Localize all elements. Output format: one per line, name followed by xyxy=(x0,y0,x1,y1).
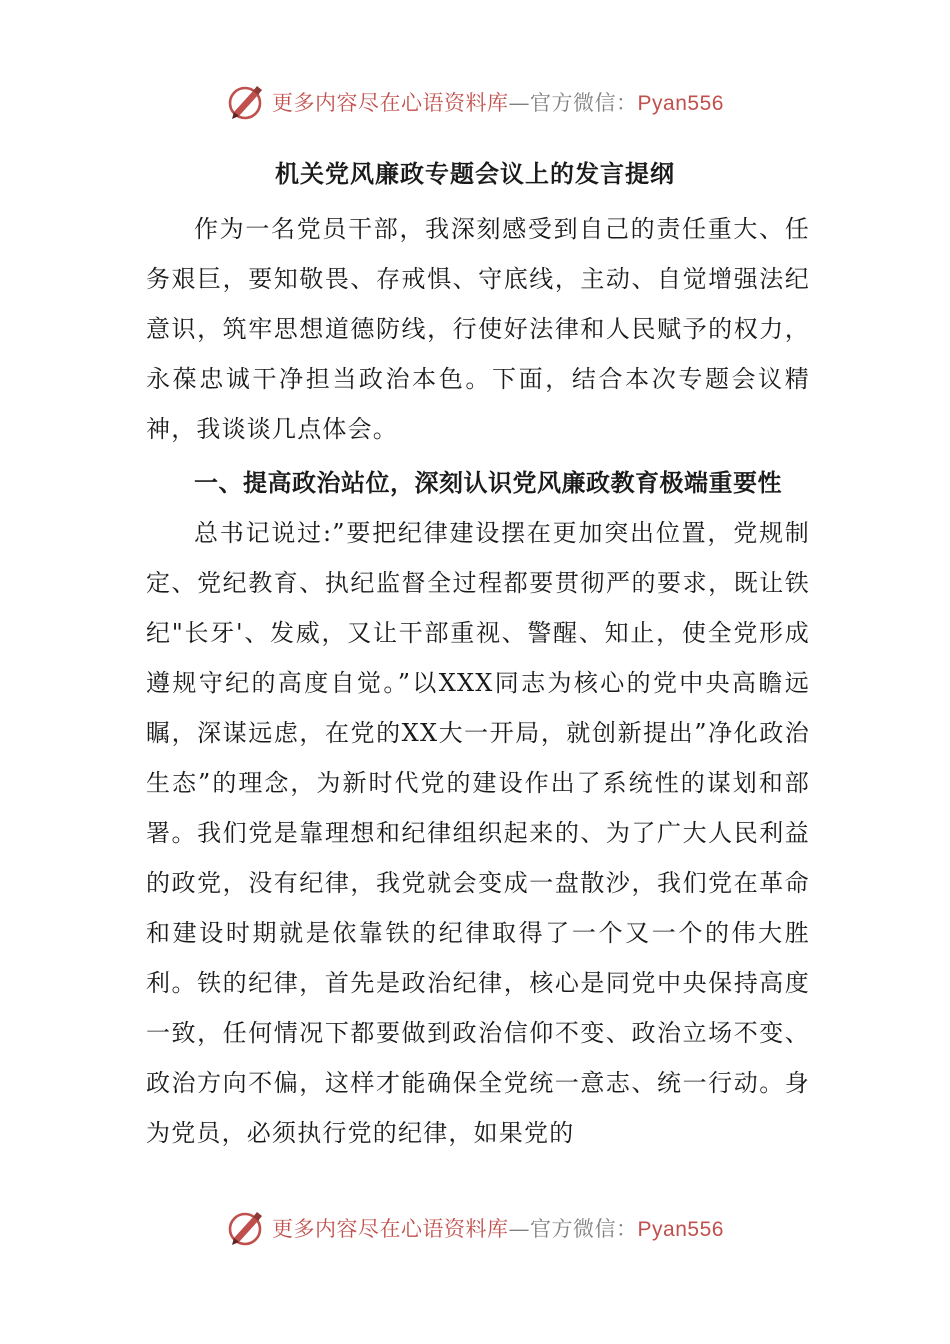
footer-banner xyxy=(0,1206,950,1250)
footer-banner-label: 官方微信： xyxy=(530,1217,638,1241)
document-title: 机关党风廉政专题会议上的发言提纲 xyxy=(275,160,675,188)
footer-banner-separator: — xyxy=(508,1217,531,1241)
header-banner-prefix: 更多内容尽在心语资料库 xyxy=(272,91,509,115)
footer-banner-wechat-id: Pyan556 xyxy=(637,1218,724,1241)
footer-banner-text xyxy=(272,1213,724,1243)
document-body xyxy=(146,204,810,1158)
header-banner-label: 官方微信： xyxy=(530,91,638,115)
section-1-paragraph: 总书记说过:”要把纪律建设摆在更加突出位置，党规制定、党纪教育、执纪监督全过程都要贯彻严的要求，既让铁纪"长牙'、发威，又让干部重视、警醒、知止，使全党形成遵规守纪的高度自觉。”以XXX同志为核心的党中央高瞻远瞩，深谋远虑，在党的XX大一开局，就创新提出”净化政治生态”的理念，为新时代党的建设作出了系统性的谋划和部署。我们党是靠理想和纪律组织起来的、为了广大人民利益的政党，没有纪律，我党就会变成一盘散沙，我们党在革命和建设时期就是依靠铁的纪律取得了一个又一个的伟大胜利。铁的纪律，首先是政治纪律，核心是同党中央保持高度一致，任何情况下都要做到政治信仰不变、政治立场不变、政治方向不偏，这样才能确保全党统一意志、统一行动。身为党员，必须执行党的纪律，如果党的 xyxy=(146,519,810,1147)
pen-logo-icon xyxy=(226,1208,266,1248)
header-banner-wechat-id: Pyan556 xyxy=(637,92,724,115)
header-banner-separator: — xyxy=(508,91,531,115)
section-1-heading: 一、提高政治站位，深刻认识党风廉政教育极端重要性 xyxy=(194,469,782,497)
intro-paragraph: 作为一名党员干部，我深刻感受到自己的责任重大、任务艰巨，要知敬畏、存戒惧、守底线，主动、自觉增强法纪意识，筑牢思想道德防线，行使好法律和人民赋予的权力，永葆忠诚干净担当政治本色。下面，结合本次专题会议精神，我谈谈几点体会。 xyxy=(146,215,810,443)
header-banner xyxy=(0,80,950,124)
pen-logo-icon xyxy=(226,82,266,122)
header-banner-text xyxy=(272,87,724,117)
footer-banner-prefix: 更多内容尽在心语资料库 xyxy=(272,1217,509,1241)
